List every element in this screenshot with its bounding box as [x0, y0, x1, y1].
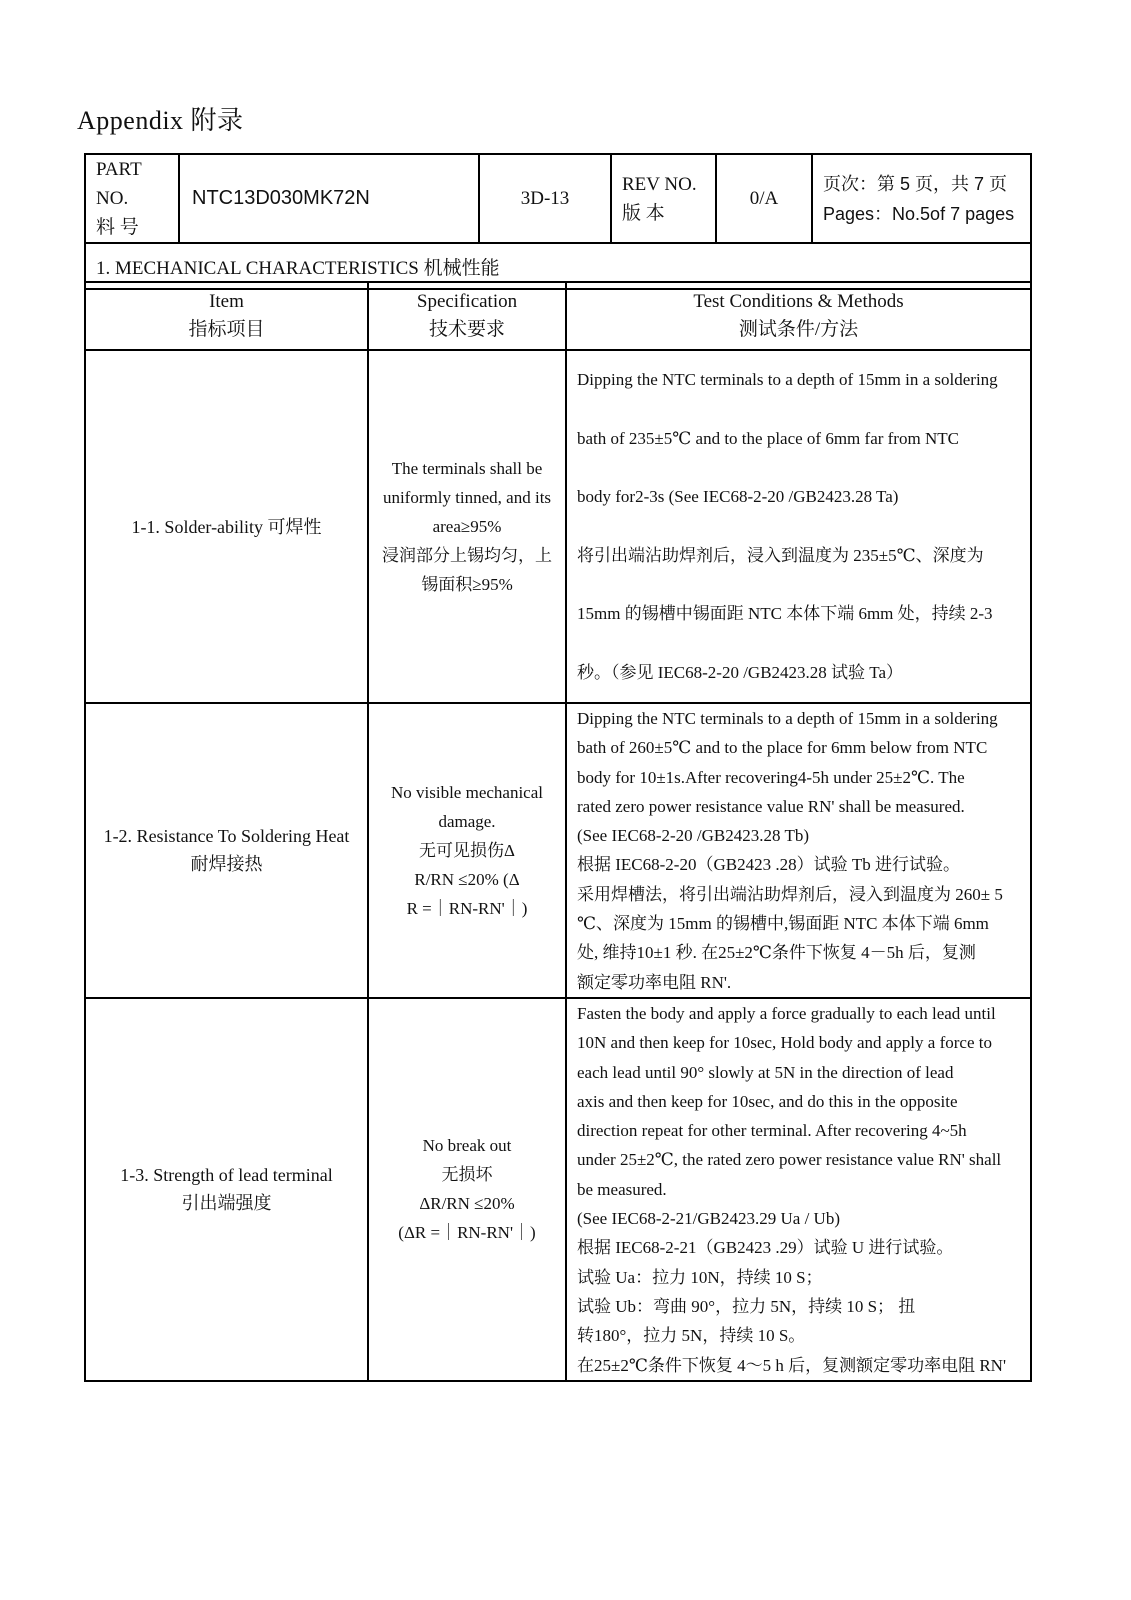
cond-line: 额定零功率电阻 RN'. [577, 972, 732, 992]
item-label-cn: 耐焊接热 [190, 854, 263, 875]
doc-code: 3D-13 [479, 154, 611, 243]
col-spec-cn: 技术要求 [428, 319, 505, 340]
part-no-value: NTC13D030MK72N [179, 154, 479, 243]
spec-cell [368, 998, 566, 1381]
cond-cell [566, 703, 1031, 998]
cond-line: direction repeat for other terminal. After recovering 4~5h [577, 1121, 967, 1141]
rev-label-cn: 版 本 [622, 202, 665, 224]
spec-line: ΔR/RN ≤20% [419, 1194, 515, 1214]
page-info [812, 154, 1031, 243]
rev-value: 0/A [716, 154, 812, 243]
spec-line: 浸润部分上锡均匀，上 [382, 546, 552, 565]
cond-cell [566, 998, 1031, 1381]
cond-line: 试验 Ub：弯曲 90°，拉力 5N，持续 10 S； 扭 [577, 1296, 916, 1316]
col-spec [368, 282, 566, 350]
cond-line: Dipping the NTC terminals to a depth of 15mm in a soldering [577, 709, 998, 728]
column-header-row [85, 282, 1031, 350]
part-no-label-en: PART NO. [96, 159, 142, 209]
col-cond [566, 282, 1031, 350]
cond-line: Dipping the NTC terminals to a depth of 15mm in a soldering [577, 370, 998, 389]
item-cell [85, 998, 368, 1381]
col-item-cn: 指标项目 [188, 319, 265, 340]
col-item [85, 282, 368, 350]
table-row [85, 703, 1031, 998]
cond-line: ℃、深度为 15mm 的锡槽中,锡面距 NTC 本体下端 6mm [577, 914, 989, 934]
table-row [85, 350, 1031, 703]
spec-line: 无损坏 [441, 1165, 493, 1185]
spec-line: R =｜RN-RN'｜) [406, 898, 528, 918]
page-info-en: Pages：No.5of 7 pages [823, 203, 1015, 224]
spec-line: damage. [438, 811, 496, 831]
item-label: 1-3. Strength of lead terminal [120, 1165, 333, 1186]
section-title: 1. MECHANICAL CHARACTERISTICS 机械性能 [85, 243, 1031, 289]
cond-line: 在25±2℃条件下恢复 4～5 h 后，复测额定零功率电阻 RN' [577, 1355, 1007, 1375]
cond-line: 根据 IEC68-2-20（GB2423 .28）试验 Tb 进行试验。 [577, 855, 960, 875]
cond-line: 秒。（参见 IEC68-2-20 /GB2423.28 试验 Ta） [577, 662, 904, 682]
cond-cell [566, 350, 1031, 703]
spec-line: No break out [422, 1136, 512, 1156]
spec-cell [368, 703, 566, 998]
col-cond-cn: 测试条件/方法 [738, 319, 859, 340]
cond-line: 将引出端沾助焊剂后，浸入到温度为 235±5℃、深度为 [577, 545, 984, 565]
appendix-title: Appendix 附录 [77, 106, 244, 135]
spec-line: 无可见损伤Δ [419, 840, 515, 860]
spec-line: area≥95% [432, 517, 502, 536]
col-cond-en: Test Conditions & Methods [693, 291, 904, 312]
cond-line: 采用焊槽法，将引出端沾助焊剂后，浸入到温度为 260± 5 [577, 884, 1003, 904]
item-label: 1-1. Solder-ability 可焊性 [131, 516, 322, 537]
spec-line: No visible mechanical [390, 782, 543, 802]
cond-line: 10N and then keep for 10sec, Hold body and apply a force to [577, 1033, 992, 1053]
cond-line: (See IEC68-2-21/GB2423.29 Ua / Ub) [577, 1209, 840, 1229]
header-row [85, 154, 1031, 243]
cond-line: each lead until 90° slowly at 5N in the direction of lead [577, 1062, 954, 1082]
part-no-label-cn: 料 号 [96, 217, 139, 238]
part-no-label [85, 154, 179, 243]
spec-cell [368, 350, 566, 703]
spec-table [84, 153, 1032, 290]
col-spec-en: Specification [416, 291, 518, 312]
cond-line: body for2-3s (See IEC68-2-20 /GB2423.28 Ta) [577, 487, 899, 506]
spec-line: (ΔR =｜RN-RN'｜) [398, 1223, 536, 1243]
spec-line: The terminals shall be [391, 459, 543, 478]
item-label-cn: 引出端强度 [181, 1193, 272, 1214]
cond-line: Fasten the body and apply a force gradually to each lead until [577, 1003, 996, 1023]
cond-line: 转180°，拉力 5N，持续 10 S。 [577, 1326, 806, 1346]
cond-line: rated zero power resistance value RN' shall be measured. [577, 796, 965, 816]
rev-label-en: REV NO. [622, 173, 697, 195]
cond-line: (See IEC68-2-20 /GB2423.28 Tb) [577, 826, 809, 846]
spec-line: 锡面积≥95% [421, 575, 513, 594]
cond-line: be measured. [577, 1179, 667, 1199]
rev-label [611, 154, 716, 243]
col-item-en: Item [209, 291, 244, 312]
cond-line: bath of 235±5℃ and to the place of 6mm far from NTC [577, 428, 959, 448]
characteristics-table [84, 281, 1032, 1382]
page-info-cn: 页次：第 5 页，共 7 页 [823, 173, 1008, 194]
item-label: 1-2. Resistance To Soldering Heat [103, 826, 350, 847]
cond-line: 15mm 的锡槽中锡面距 NTC 本体下端 6mm 处，持续 2-3 [577, 604, 993, 623]
cond-line: 试验 Ua：拉力 10N，持续 10 S； [577, 1267, 823, 1287]
cond-line: 处, 维持10±1 秒. 在25±2℃条件下恢复 4－5h 后，复测 [577, 943, 976, 963]
cond-line: 根据 IEC68-2-21（GB2423 .29）试验 U 进行试验。 [577, 1238, 954, 1258]
cond-line: under 25±2℃, the rated zero power resistance value RN' shall [577, 1150, 1002, 1170]
spec-line: R/RN ≤20% (Δ [414, 869, 520, 889]
item-cell [85, 703, 368, 998]
cond-line: body for 10±1s.After recovering4-5h under 25±2℃. The [577, 767, 965, 787]
cond-line: axis and then keep for 10sec, and do this in the opposite [577, 1091, 958, 1111]
spec-line: uniformly tinned, and its [382, 488, 552, 507]
item-cell [85, 350, 368, 703]
table-row [85, 998, 1031, 1381]
cond-line: bath of 260±5℃ and to the place for 6mm below from NTC [577, 738, 988, 758]
